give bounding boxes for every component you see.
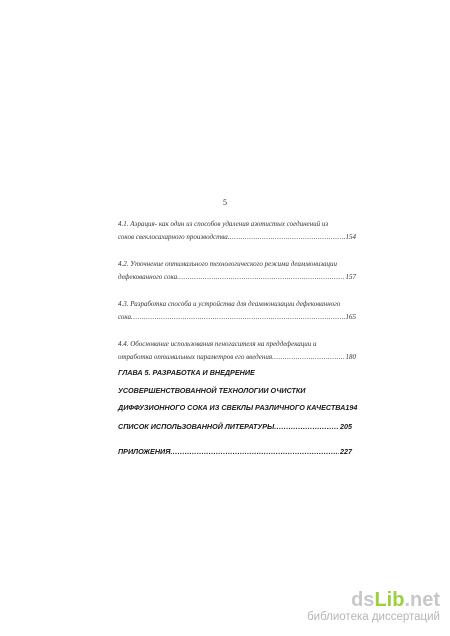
toc-entry-4-3 [118,298,356,324]
chapter-title-line2: УСОВЕРШЕНСТВОВАННОЙ ТЕХНОЛОГИИ ОЧИСТКИ [118,385,306,395]
toc-entry-4-1 [118,218,356,244]
toc-entry-line2: отработка оптимальных параметров его введения [118,353,273,361]
toc-entry-page: 180 [345,353,356,361]
toc-list [118,218,356,364]
watermark-subtitle: библиотека диссертаций [307,611,440,623]
appendices-page: 227 [340,447,352,456]
toc-entry-4-2 [118,258,356,284]
dot-leader [131,311,344,324]
toc-entry-line2: дефекованного сока [118,273,178,281]
watermark-logo: dsLib.net [351,589,440,611]
toc-entry-page: 165 [345,313,356,321]
toc-appendices [118,447,352,456]
toc-entry-line1: 4.1. Аэрация- как один из способов удаления азотистых соединений из [118,220,329,228]
toc-entry-4-4 [118,338,356,364]
references-page: 205 [340,422,352,431]
toc-entry-page: 154 [345,233,356,241]
appendices-label: ПРИЛОЖЕНИЯ [118,447,171,456]
dot-leader [177,271,344,284]
toc-references [118,422,352,431]
dslib-watermark [307,589,440,624]
dot-leader [170,447,339,456]
dot-leader [228,231,345,244]
toc-entry-line1: 4.3. Разработка способа и устройства для деаммонизации дефекованного [118,300,341,308]
toc-entry-line1: 4.2. Уточнение оптимального технологического режима деаммонизации [118,260,338,268]
toc-chapter-5 [118,364,363,417]
chapter-page: 194 [345,403,358,412]
toc-entry-page: 157 [345,273,356,281]
toc-entry-line1: 4.4. Обоснование использования пеногасителя на преддефекации и [118,340,317,348]
dot-leader [274,422,339,431]
chapter-title-line3: ДИФФУЗИОННОГО СОКА ИЗ СВЕКЛЫ РАЗЛИЧНОГО КАЧЕСТВА [118,403,346,412]
page-number: 5 [223,198,227,207]
chapter-title-line1: ГЛАВА 5. РАЗРАБОТКА И ВНЕДРЕНИЕ [118,368,255,377]
toc-entry-line2: сока [118,313,132,321]
toc-entry-line2: соков свеклосахарного производства [118,233,228,241]
dot-leader [272,351,344,364]
references-label: СПИСОК ИСПОЛЬЗОВАННОЙ ЛИТЕРАТУРЫ [118,422,275,431]
